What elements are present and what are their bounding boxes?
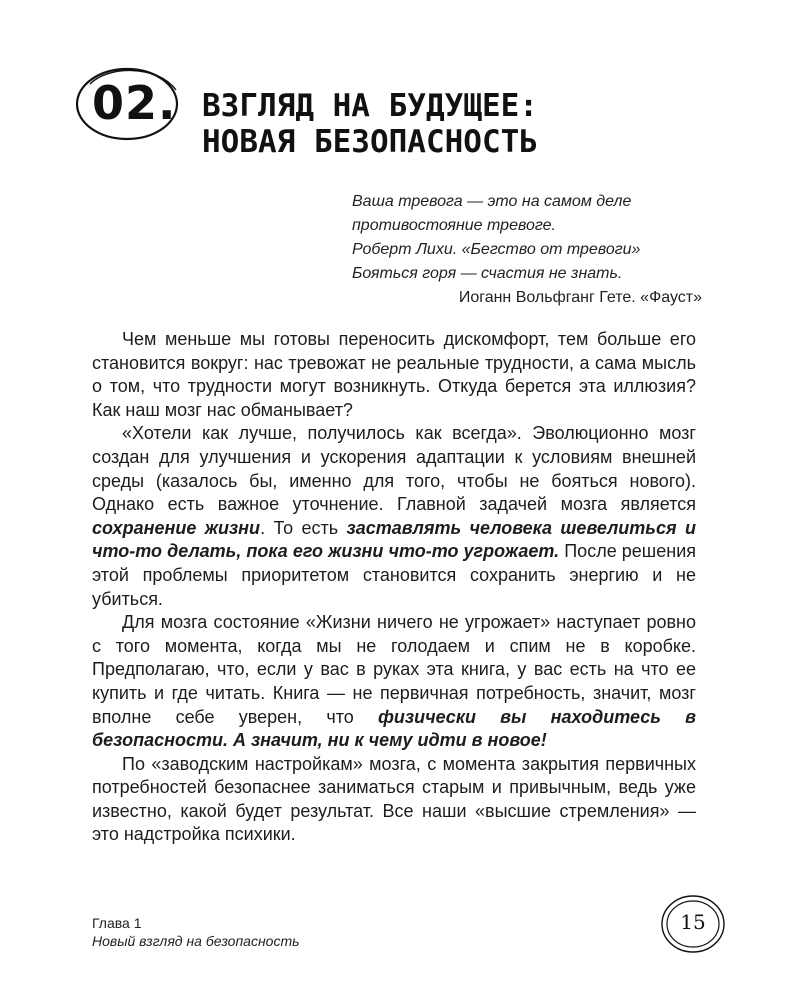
paragraph-2-text-c: . То есть xyxy=(260,517,347,538)
chapter-title xyxy=(202,88,538,160)
page-number: 15 xyxy=(680,910,706,934)
paragraph-2 xyxy=(92,422,696,611)
emphasis-text: сохранение жизни xyxy=(92,517,261,538)
epigraph-line: Ваша тревога — это на самом деле xyxy=(352,193,632,210)
epigraph-line: Бояться горя — счастия не знать. xyxy=(352,265,623,282)
epigraph-author: Иоганн Вольфганг Гете. «Фауст» xyxy=(458,289,702,306)
running-footer xyxy=(92,914,299,950)
paragraph-1: Чем меньше мы готовы переносить дискомфорт, тем больше его становится вокруг: нас тревожат не реальные трудности, а сама мысль о том, что трудности могут возникнуть. Откуда берется эта иллюзия? Как наш мозг нас обманывает? xyxy=(92,329,696,420)
epigraph xyxy=(352,190,702,310)
footer-chapter-label: Глава 1 xyxy=(92,915,142,931)
page-number-badge xyxy=(658,892,728,956)
epigraph-line: противостояние тревоге. xyxy=(352,217,556,234)
chapter-title-line-1: ВЗГЛЯД НА БУДУЩЕЕ: xyxy=(202,88,538,124)
paragraph-2-text-a: «Хотели как лучше, получилось как всегда». Эволюционно мозг создан для улучшения и ускорения адаптации к условиям внешней среды (казалось бы, именно для того, чтобы не бояться нового). Однако есть важное уточнение. Главной задачей мозга является xyxy=(92,423,696,515)
body-text xyxy=(92,328,696,847)
epigraph-line: Роберт Лихи. «Бегство от тревоги» xyxy=(352,241,641,258)
emphasis-text: физически вы находитесь в безопасности. А значит, ни к чему идти в новое! xyxy=(92,706,696,751)
paragraph-4: По «заводским настройкам» мозга, с момента закрытия первичных потребностей безопаснее заниматься старым и привычным, ведь уже известно, какой будет результат. Все наши «высшие стремления» — это надстройка психики. xyxy=(92,753,696,845)
chapter-number: 02. xyxy=(92,76,177,130)
paragraph-3-text-a: Для мозга состояние «Жизни ничего не угрожает» наступает ровно с того момента, когда мы не голодаем и спим не в коробке. Предполагаю, что, если у вас в руках эта книга, у вас есть на что ее купить и где читать. Книга — не первичная потребность, значит, мозг вполне себе уверен, что xyxy=(92,612,696,727)
chapter-title-line-2: НОВАЯ БЕЗОПАСНОСТЬ xyxy=(202,124,538,160)
paragraph-3 xyxy=(92,611,696,753)
chapter-number-badge xyxy=(72,62,184,144)
emphasis-text: заставлять человека шевелиться и что-то делать, пока его жизни что-то угрожает. xyxy=(92,517,696,562)
footer-chapter-subtitle: Новый взгляд на безопасность xyxy=(92,933,300,949)
paragraph-2-text-e: После решения этой проблемы приоритетом становится сохранить энергию и не убиться. xyxy=(92,541,696,609)
